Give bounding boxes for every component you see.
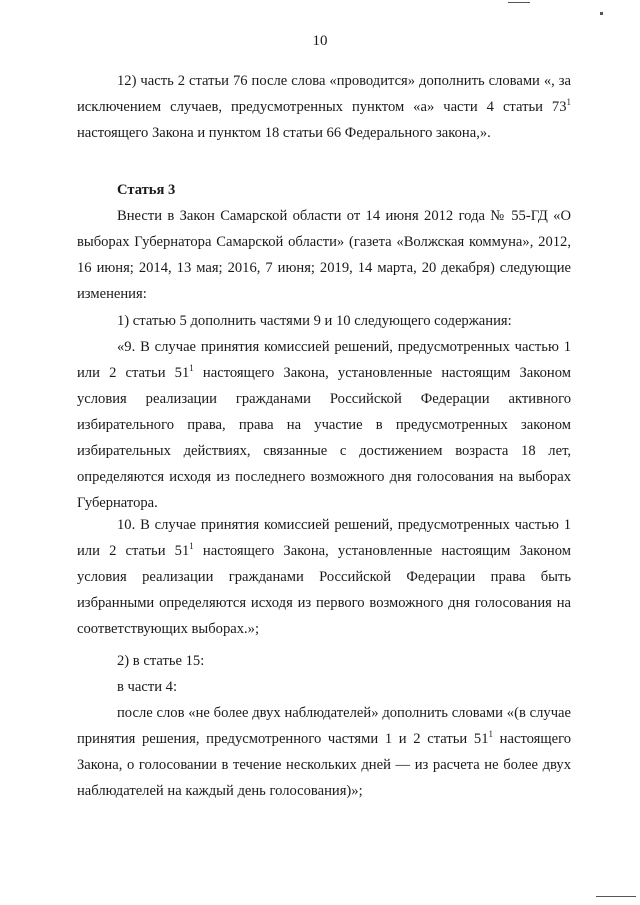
superscript: 1 <box>189 363 194 373</box>
text: после слов «не более двух наблюдателей» дополнить словами «(в случае принятия решения, предусмотренного частями 1 и 2 статьи 51 <box>77 705 571 747</box>
paragraph-part-9 <box>77 334 571 516</box>
superscript: 1 <box>189 541 194 551</box>
text: «9. В случае принятия комиссией решений, предусмотренных частью 1 или 2 статьи 51 <box>77 339 571 381</box>
superscript: 1 <box>488 729 493 739</box>
text: настоящего Закона, установленные настоящим Законом условия реализации гражданами Российской Федерации права быть избранными определяются исходя из первого возможного дня голосования на соответствующих выборах.»; <box>77 543 571 637</box>
text: настоящего Закона, установленные настоящим Законом условия реализации гражданами Российской Федерации активного избирательного права, права на участие в предусмотренных законом избирательных действиях, связанные с достижением возраста 18 лет, определяются исходя из последнего возможного дня голосования на выборах Губернатора. <box>77 365 571 511</box>
paragraph-item-12 <box>77 68 571 146</box>
list-item-1: 1) статью 5 дополнить частями 9 и 10 следующего содержания: <box>117 313 512 329</box>
page-number: 10 <box>312 33 328 49</box>
scan-mark <box>508 2 530 3</box>
paragraph-after-words <box>77 700 571 804</box>
part-4-line: в части 4: <box>117 679 178 695</box>
text: настоящего Закона, о голосовании в течение нескольких дней — из расчета не более двух наблюдателей на каждый день голосования)»; <box>77 731 571 799</box>
article-heading: Статья 3 <box>117 182 176 198</box>
list-item-2: 2) в статье 15: <box>117 653 205 669</box>
text: настоящего Закона и пунктом 18 статьи 66 Федерального закона,». <box>77 125 491 141</box>
paragraph-intro: Внести в Закон Самарской области от 14 июня 2012 года № 55-ГД «О выборах Губернатора Самарской области» (газета «Волжская коммуна», 2012, 16 июня; 2014, 13 мая; 2016, 7 июня; 2019, 14 марта, 20 декабря) следующие изменения: <box>77 208 571 302</box>
paragraph-part-10 <box>77 512 571 642</box>
scan-mark <box>600 12 603 15</box>
text: 12) часть 2 статьи 76 после слова «проводится» дополнить словами «, за исключением случаев, предусмотренных пунктом «а» части 4 статьи 73 <box>77 73 571 115</box>
superscript: 1 <box>566 97 571 107</box>
scan-mark <box>596 896 636 897</box>
text: 10. В случае принятия комиссией решений, предусмотренных частью 1 или 2 статьи 51 <box>77 517 571 559</box>
